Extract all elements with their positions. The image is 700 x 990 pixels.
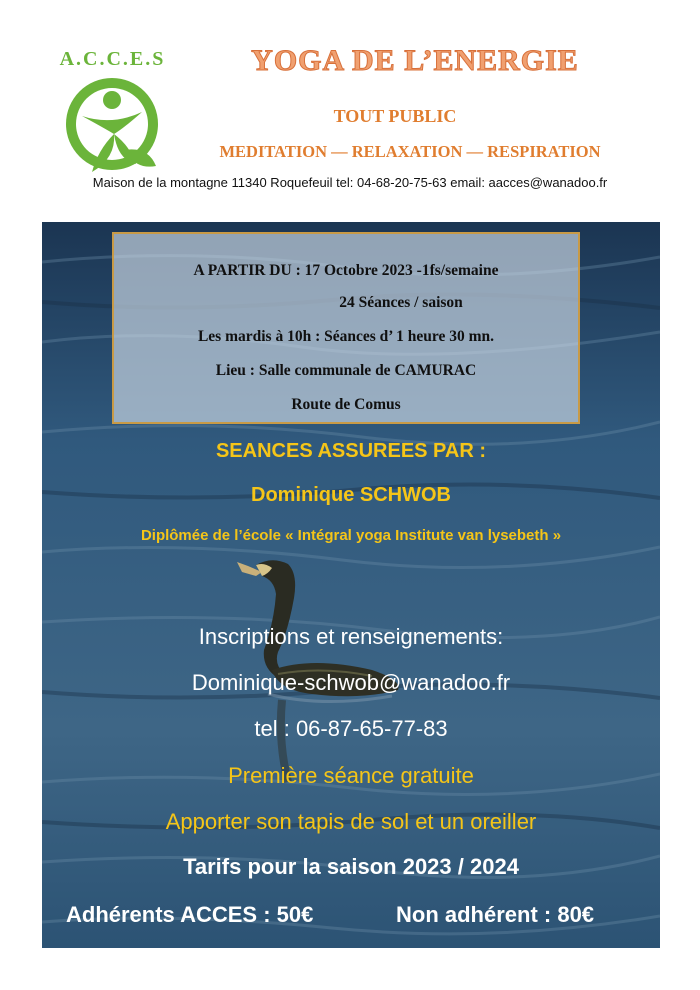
non-member-price: Non adhérent : 80€: [396, 902, 595, 927]
teacher-phone[interactable]: tel : 06-87-65-77-83: [254, 716, 448, 741]
teacher-name: Dominique SCHWOB: [251, 484, 451, 506]
free-session-note: Première séance gratuite: [228, 763, 474, 788]
teacher-email[interactable]: Dominique-schwob@wanadoo.fr: [191, 670, 511, 695]
sessions-by-heading: SEANCES ASSUREES PAR :: [215, 440, 487, 462]
pricing-heading: Tarifs pour la saison 2023 / 2024: [183, 854, 519, 879]
association-contact[interactable]: Maison de la montagne 11340 Roquefeuil tel: 04-68-20-75-63 email: aacces@wanadoo.fr: [92, 175, 608, 190]
start-date: A PARTIR DU : 17 Octobre 2023 -1fs/semaine: [193, 262, 499, 279]
practices-line: MEDITATION — RELAXATION — RESPIRATION: [219, 142, 601, 161]
cormorant-photo: [42, 222, 660, 948]
schedule-box: [112, 232, 580, 424]
acces-logo: [64, 76, 160, 176]
bring-items-note: Apporter son tapis de sol et un oreiller: [165, 809, 537, 834]
teacher-diploma: Diplômée de l’école « Intégral yoga Institute van lysebeth »: [140, 527, 562, 544]
audience-label: TOUT PUBLIC: [333, 106, 457, 126]
org-name: A.C.C.E.S: [59, 48, 166, 70]
session-time: Les mardis à 10h : Séances d’ 1 heure 30 mn.: [197, 328, 495, 345]
registration-heading: Inscriptions et renseignements:: [198, 624, 504, 649]
session-count: 24 Séances / saison: [339, 294, 463, 311]
flyer-title: YOGA DE L’ENERGIE: [251, 44, 579, 77]
venue-road: Route de Comus: [291, 396, 401, 413]
venue: Lieu : Salle communale de CAMURAC: [215, 362, 477, 379]
member-price: Adhérents ACCES : 50€: [66, 902, 314, 927]
